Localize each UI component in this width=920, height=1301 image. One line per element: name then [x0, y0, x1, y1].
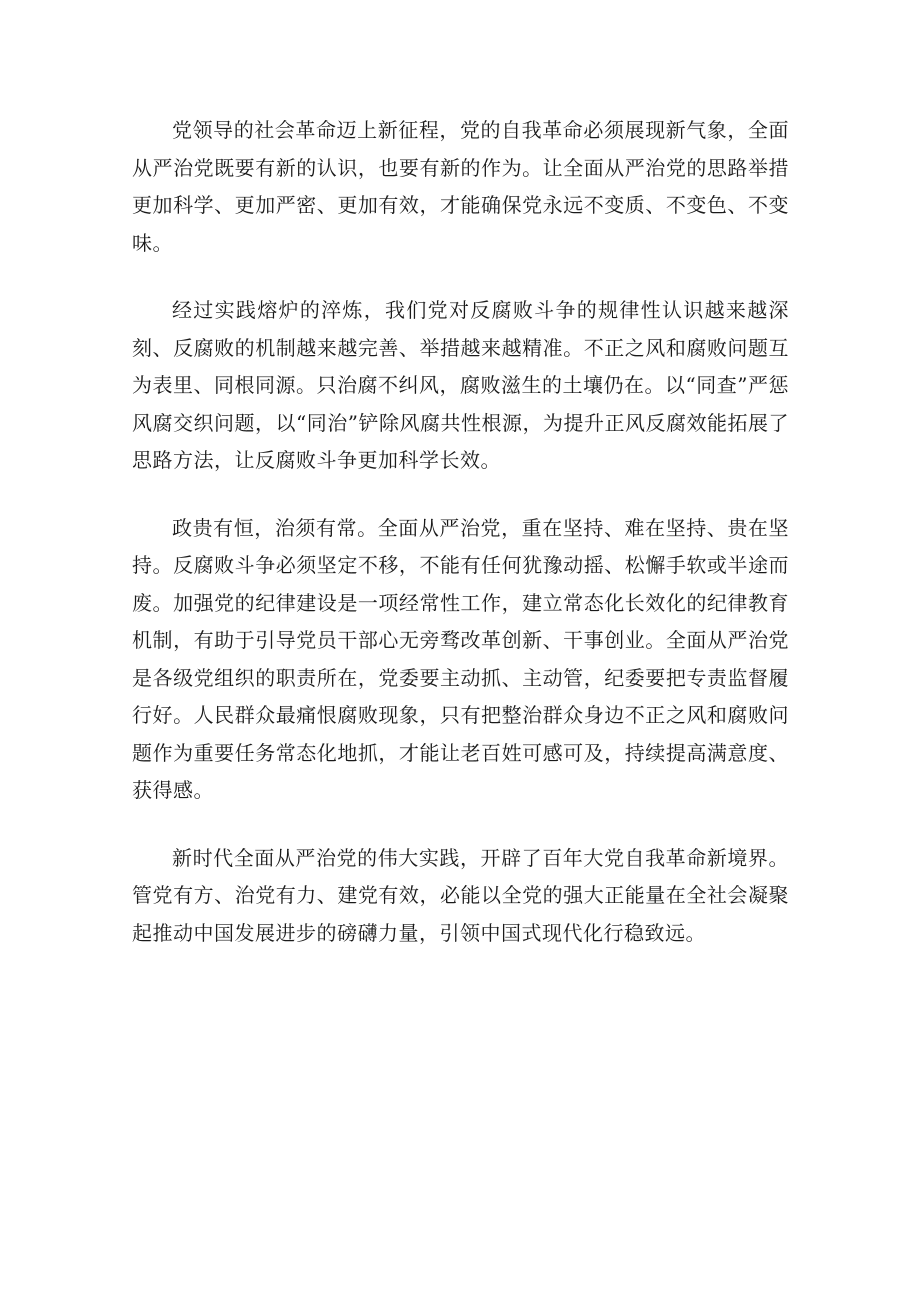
paragraph-3: 政贵有恒，治须有常。全面从严治党，重在坚持、难在坚持、贵在坚持。反腐败斗争必须坚定不移，不能有任何犹豫动摇、松懈手软或半途而废。加强党的纪律建设是一项经常性工作，建立常态化长效化的纪律教育机制，有助于引导党员干部心无旁骛改革创新、干事创业。全面从严治党是各级党组织的职责所在，党委要主动抓、主动管，纪委要把专责监督履行好。人民群众最痛恨腐败现象，只有把整治群众身边不正之风和腐败问题作为重要任务常态化地抓，才能让老百姓可感可及，持续提高满意度、获得感。	[132, 515, 789, 802]
paragraph-4: 新时代全面从严治党的伟大实践，开辟了百年大党自我革命新境界。管党有方、治党有力、建党有效，必能以全党的强大正能量在全社会凝聚起推动中国发展进步的磅礴力量，引领中国式现代化行稳致远。	[132, 845, 789, 945]
paragraph-2: 经过实践熔炉的淬炼，我们党对反腐败斗争的规律性认识越来越深刻、反腐败的机制越来越完善、举措越来越精准。不正之风和腐败问题互为表里、同根同源。只治腐不纠风，腐败滋生的土壤仍在。以“同查”严惩风腐交织问题，以“同治”铲除风腐共性根源，为提升正风反腐效能拓展了思路方法，让反腐败斗争更加科学长效。	[132, 298, 789, 472]
document-body	[132, 112, 789, 982]
paragraph-1: 党领导的社会革命迈上新征程，党的自我革命必须展现新气象，全面从严治党既要有新的认识，也要有新的作为。让全面从严治党的思路举措更加科学、更加严密、更加有效，才能确保党永远不变质、不变色、不变味。	[132, 118, 789, 255]
